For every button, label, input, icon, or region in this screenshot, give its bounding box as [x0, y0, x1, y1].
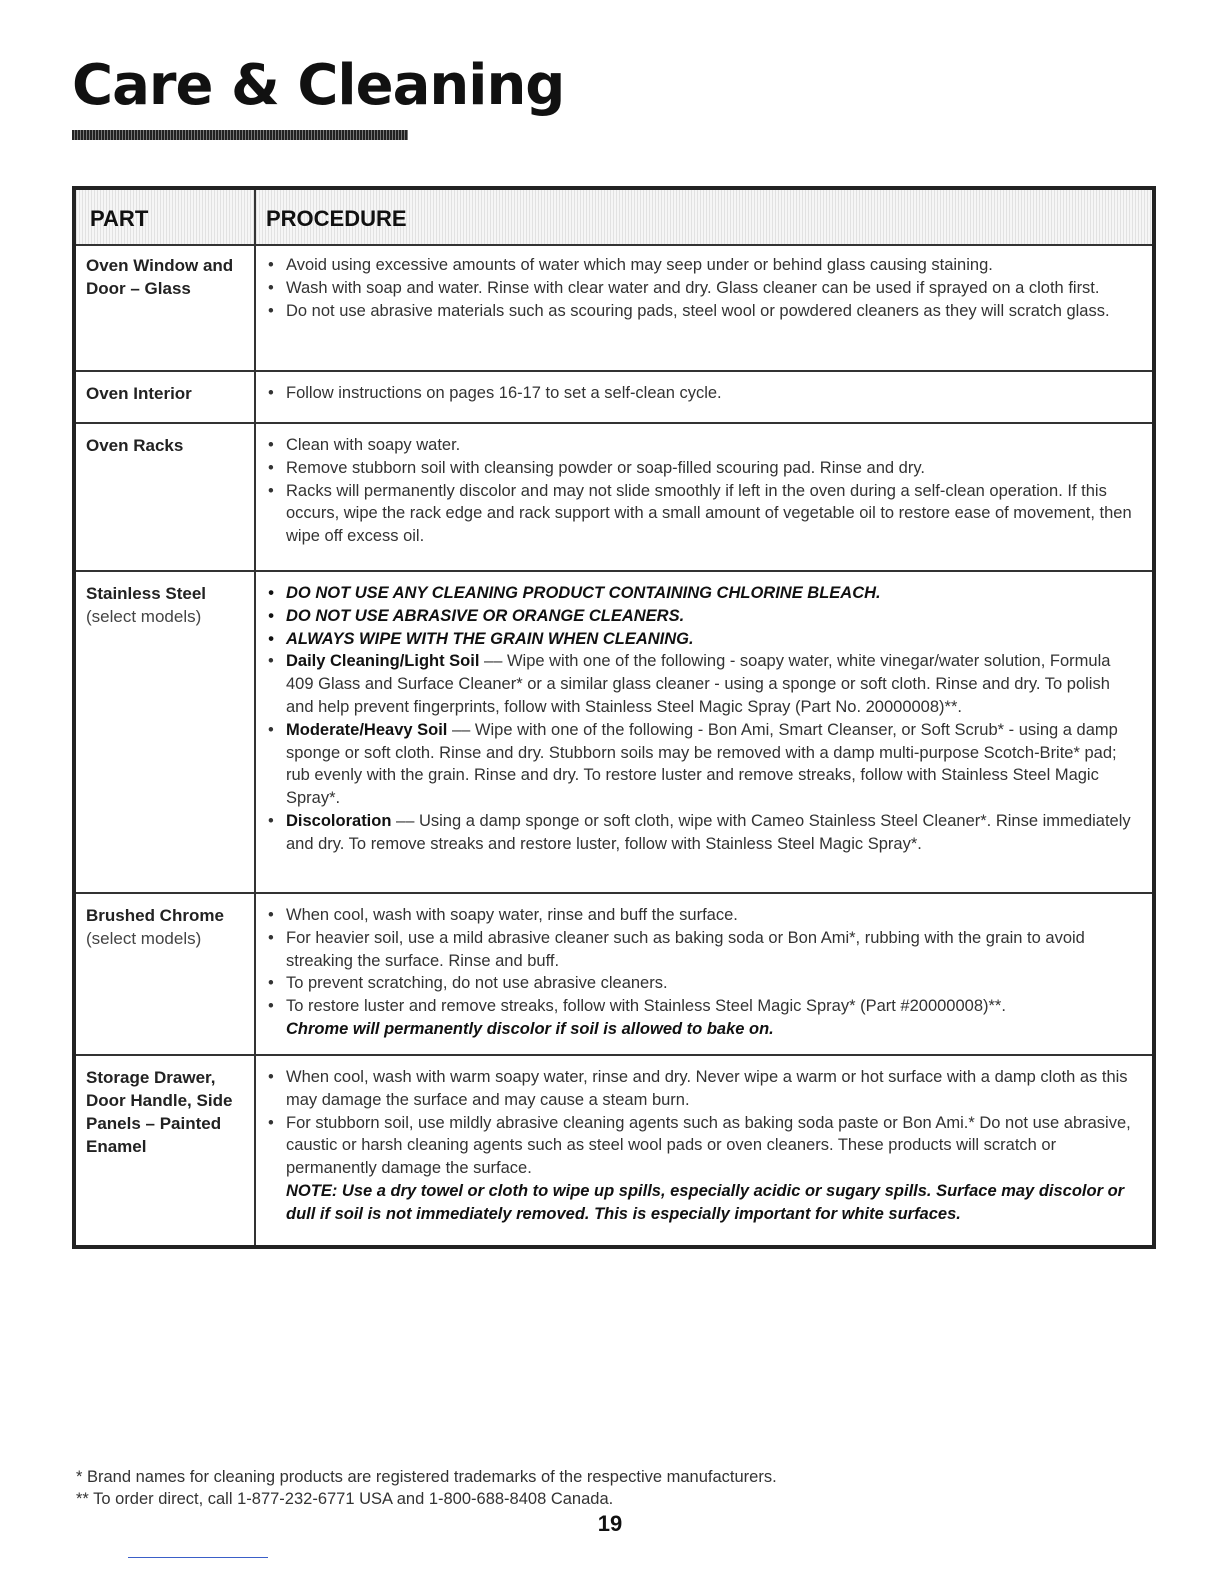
header-part: PART — [90, 206, 149, 231]
footnotes — [76, 1466, 777, 1510]
footnote: ** To order direct, call 1-877-232-6771 USA and 1-800-688-8408 Canada. — [76, 1490, 614, 1508]
title-rule — [72, 130, 408, 140]
procedure-note: Chrome will permanently discolor if soil is allowed to bake on. — [286, 1019, 774, 1038]
footnote: * Brand names for cleaning products are registered trademarks of the respective manufacturers. — [76, 1468, 777, 1486]
procedure-item: • Clean with soapy water. — [266, 434, 1140, 457]
bottom-rule — [128, 1557, 268, 1558]
table-header — [76, 190, 1152, 246]
warning-item: • ALWAYS WIPE WITH THE GRAIN WHEN CLEANING. — [266, 628, 1140, 651]
part-subtitle: (select models) — [86, 929, 202, 948]
table-row — [76, 572, 1152, 894]
part-name: Storage Drawer, Door Handle, Side Panels – Painted Enamel — [86, 1068, 233, 1156]
page-number: 19 — [597, 1511, 623, 1536]
table-row — [76, 894, 1152, 1056]
part-name: Brushed Chrome — [86, 906, 224, 925]
part-cell — [86, 254, 248, 300]
procedure-item: • For heavier soil, use a mild abrasive cleaner such as baking soda or Bon Ami*, rubbing with the grain to avoid streaking the surface. Rinse and buff. — [266, 927, 1140, 973]
procedure-item: • Racks will permanently discolor and may not slide smoothly if left in the oven during a self-clean operation. If this occurs, wipe the rack edge and rack support with a small amount of vegetable oil to restore ease of movement, then wipe off excess oil. — [266, 480, 1140, 548]
header-procedure: PROCEDURE — [266, 206, 407, 231]
column-divider — [254, 190, 256, 1245]
procedure-item: • To restore luster and remove streaks, follow with Stainless Steel Magic Spray* (Part #20000008)**. — [266, 995, 1140, 1018]
procedure-item: • When cool, wash with soapy water, rinse and buff the surface. — [266, 904, 1140, 927]
part-subtitle: (select models) — [86, 607, 202, 626]
procedure-item: • When cool, wash with warm soapy water, rinse and dry. Never wipe a warm or hot surface with a damp cloth as this may damage the surface and may cause a steam burn. — [266, 1066, 1140, 1112]
part-name: Oven Window and Door – Glass — [86, 256, 234, 298]
part-cell — [86, 382, 248, 405]
part-cell — [86, 582, 248, 628]
procedure-text: –– Wipe with one of the following - soapy water, white vinegar/water solution, Formula 409 Glass and Surface Cleaner* or a similar glass cleaner - using a sponge or soft cloth. Rinse and dry. To polish and help prevent fingerprints, follow with Stainless Steel Magic Spray (Part No. 20000008)**. — [286, 652, 1111, 716]
procedure-item: • To prevent scratching, do not use abrasive cleaners. — [266, 972, 1140, 995]
procedure-text: –– Using a damp sponge or soft cloth, wipe with Cameo Stainless Steel Cleaner*. Rinse immediately and dry. To remove streaks and restore luster, follow with Stainless Steel Magic Spray*. — [286, 811, 1131, 853]
procedure-item: • Avoid using excessive amounts of water which may seep under or behind glass causing staining. — [266, 254, 1140, 277]
part-name: Stainless Steel — [86, 584, 207, 603]
procedure-cell — [266, 904, 1140, 1041]
table-row — [76, 244, 1152, 372]
procedure-item: • Remove stubborn soil with cleansing powder or soap-filled scouring pad. Rinse and dry. — [266, 457, 1140, 480]
table-row — [76, 372, 1152, 424]
part-cell — [86, 1066, 248, 1158]
procedure-note: NOTE: Use a dry towel or cloth to wipe up spills, especially acidic or sugary spills. Surface may discolor or dull if soil is not immediately removed. This is especially important for white surfaces. — [286, 1181, 1125, 1223]
procedure-cell — [266, 582, 1140, 856]
table-row — [76, 1056, 1152, 1249]
procedure-item — [266, 650, 1140, 718]
procedure-cell — [266, 434, 1140, 548]
part-cell — [86, 434, 248, 457]
procedure-lead: Moderate/Heavy Soil — [286, 720, 448, 739]
procedure-item: • For stubborn soil, use mildly abrasive cleaning agents such as baking soda paste or Bon Ami.* Do not use abrasive, caustic or harsh cleaning agents such as steel wool pads or oven cleaners. These products will scratch or permanently damage the surface. — [266, 1112, 1140, 1180]
procedure-cell — [266, 1066, 1140, 1226]
procedure-lead: Discoloration — [286, 811, 392, 830]
procedure-text: –– Wipe with one of the following - Bon Ami, Smart Cleanser, or Soft Scrub* - using a damp sponge or soft cloth. Rinse and dry. Stubborn soils may be removed with a damp multi-purpose Scotch-Brite* pad; rub evenly with the grain. Rinse and dry. To restore luster and remove streaks, follow with Stainless Steel Magic Spray*. — [286, 720, 1118, 808]
procedure-cell — [266, 254, 1140, 322]
procedure-item: • Follow instructions on pages 16-17 to set a self-clean cycle. — [266, 382, 1140, 405]
part-name: Oven Racks — [86, 436, 184, 455]
procedure-item — [266, 719, 1140, 810]
procedure-item — [266, 810, 1140, 856]
procedure-lead: Daily Cleaning/Light Soil — [286, 652, 480, 671]
warning-item: • DO NOT USE ANY CLEANING PRODUCT CONTAINING CHLORINE BLEACH. — [266, 582, 1140, 605]
care-table — [72, 186, 1156, 1249]
procedure-cell — [266, 382, 1140, 405]
procedure-item: • Do not use abrasive materials such as scouring pads, steel wool or powdered cleaners as they will scratch glass. — [266, 300, 1140, 323]
part-cell — [86, 904, 248, 950]
page-title: Care & Cleaning — [72, 53, 565, 118]
procedure-item: • Wash with soap and water. Rinse with clear water and dry. Glass cleaner can be used if sprayed on a cloth first. — [266, 277, 1140, 300]
warning-item: • DO NOT USE ABRASIVE OR ORANGE CLEANERS. — [266, 605, 1140, 628]
table-row — [76, 424, 1152, 572]
part-name: Oven Interior — [86, 384, 192, 403]
